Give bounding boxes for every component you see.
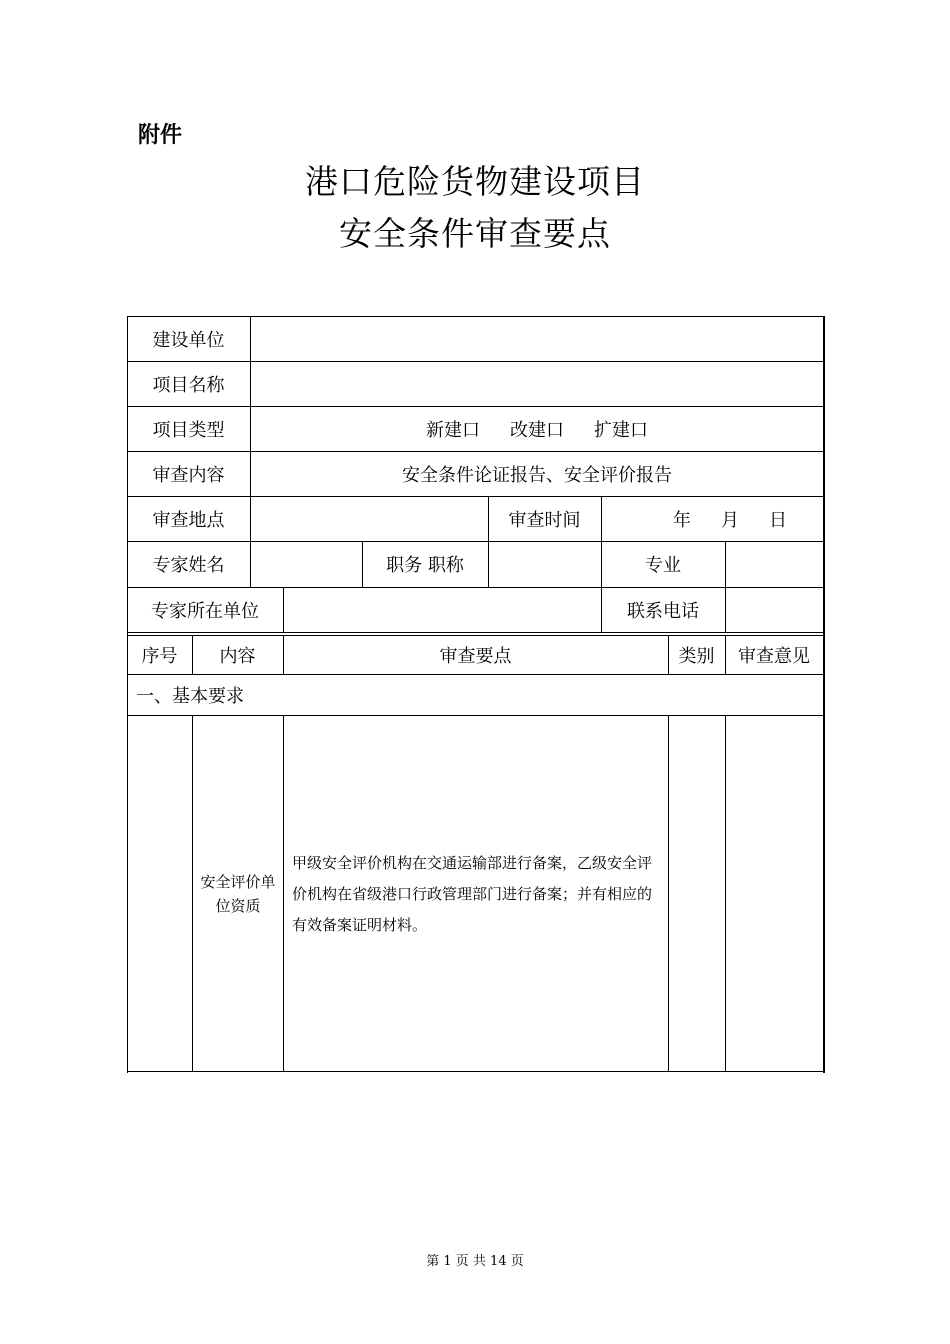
row1-opinion-field[interactable] xyxy=(726,716,823,1071)
document-title-line2: 安全条件审查要点 xyxy=(339,214,611,253)
row1-category-field[interactable] xyxy=(669,716,725,1071)
project-name-field[interactable] xyxy=(251,362,823,406)
column-header-points: 审查要点 xyxy=(439,645,512,667)
review-place-label: 审查地点 xyxy=(152,509,225,531)
expert-name-label: 专家姓名 xyxy=(152,555,225,576)
project-type-options xyxy=(251,406,823,451)
row1-content: 安全评价单位资质 xyxy=(200,872,276,915)
project-type-rebuild-checkbox[interactable]: 改建口 xyxy=(510,419,564,441)
title-rank-field[interactable] xyxy=(489,542,601,587)
document-title-line1: 港口危险货物建设项目 xyxy=(305,162,645,201)
phone-field[interactable] xyxy=(726,588,823,632)
review-date-field[interactable] xyxy=(602,496,823,541)
title-rank-label: 职务 职称 xyxy=(386,555,464,576)
phone-label: 联系电话 xyxy=(627,600,699,622)
section-heading-basic: 一、基本要求 xyxy=(136,685,244,707)
year-label: 年 xyxy=(673,509,691,531)
project-type-expand-checkbox[interactable]: 扩建口 xyxy=(594,419,648,441)
month-label: 月 xyxy=(721,509,739,531)
column-header-category: 类别 xyxy=(678,645,715,667)
row1-review-points: 甲级安全评价机构在交通运输部进行备案，乙级安全评价机构在省级港口行政管理部门进行备案；并有相应的有效备案证明材料。 xyxy=(292,854,653,934)
major-label: 专业 xyxy=(645,555,681,576)
review-content-value: 安全条件论证报告、安全评价报告 xyxy=(402,464,672,486)
unit-field[interactable] xyxy=(251,317,823,361)
major-field[interactable] xyxy=(726,542,823,587)
column-header-seq: 序号 xyxy=(141,645,178,667)
column-header-opinion: 审查意见 xyxy=(738,645,810,667)
expert-unit-field[interactable] xyxy=(284,588,601,632)
page-footer: 第 1 页 共 14 页 xyxy=(426,1254,524,1269)
review-time-label: 审查时间 xyxy=(508,509,581,531)
review-content-label: 审查内容 xyxy=(152,464,225,486)
column-header-content: 内容 xyxy=(219,645,256,667)
expert-name-field[interactable] xyxy=(251,542,362,587)
unit-label: 建设单位 xyxy=(152,329,225,351)
project-type-new-checkbox[interactable]: 新建口 xyxy=(426,419,480,441)
project-type-label: 项目类型 xyxy=(152,419,225,441)
day-label: 日 xyxy=(769,509,787,531)
row1-seq-cell xyxy=(128,716,192,1071)
attachment-label: 附件 xyxy=(138,123,183,148)
review-place-field[interactable] xyxy=(251,497,488,541)
expert-unit-label: 专家所在单位 xyxy=(151,600,259,622)
project-name-label: 项目名称 xyxy=(152,374,225,396)
